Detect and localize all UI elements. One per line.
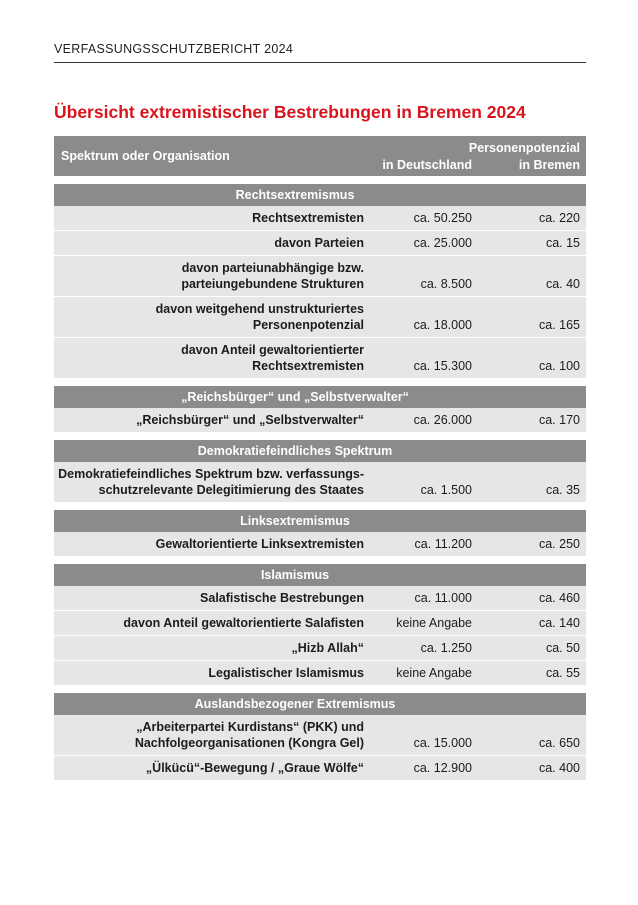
- cell-bremen: ca. 50: [545, 641, 580, 655]
- table-row: [54, 586, 586, 610]
- row-label: „Hizb Allah“: [291, 641, 364, 655]
- column-header-organisation: Spektrum oder Organisation: [61, 149, 230, 163]
- row-label: „Reichsbürger“ und „Selbstverwalter“: [136, 413, 364, 427]
- cell-bremen: ca. 170: [538, 413, 580, 427]
- cell-deutschland: keine Angabe: [396, 666, 472, 680]
- row-label: Gewaltorientierte Linksextremisten: [155, 537, 364, 551]
- table-row: [54, 206, 586, 230]
- section-heading: Islamismus: [54, 564, 586, 586]
- cell-deutschland: ca. 8.500: [420, 277, 472, 291]
- row-label: davon parteiunabhängige bzw. parteiungebundene Strukturen: [181, 261, 364, 291]
- section-heading: „Reichsbürger“ und „Selbstverwalter“: [54, 386, 586, 408]
- column-header-personenpotenzial: Personenpotenzial: [468, 141, 580, 155]
- cell-deutschland: ca. 50.250: [413, 211, 472, 225]
- row-label: davon Anteil gewaltorientierter Rechtsextremisten: [181, 343, 364, 373]
- section-heading: Auslandsbezogener Extremismus: [54, 693, 586, 715]
- cell-bremen: ca. 55: [545, 666, 580, 680]
- header-rule: [54, 62, 586, 63]
- cell-deutschland: ca. 11.200: [414, 537, 472, 551]
- cell-bremen: ca. 100: [538, 359, 580, 373]
- row-label: davon Anteil gewaltorientierte Salafisten: [123, 616, 364, 630]
- row-label: „Arbeiterpartei Kurdistans“ (PKK) und Nachfolgeorganisationen (Kongra Gel): [134, 720, 364, 750]
- cell-deutschland: ca. 15.000: [413, 736, 472, 750]
- table-row: [54, 230, 586, 255]
- table-row: [54, 296, 586, 337]
- section-spacer: [54, 502, 586, 510]
- cell-bremen: ca. 400: [538, 761, 580, 775]
- cell-deutschland: ca. 1.500: [420, 483, 472, 497]
- row-label: davon weitgehend unstrukturiertes Personenpotenzial: [155, 302, 364, 332]
- table-row: [54, 635, 586, 660]
- cell-deutschland: ca. 11.000: [414, 591, 472, 605]
- cell-bremen: ca. 165: [538, 318, 580, 332]
- table-row: [54, 755, 586, 780]
- row-label: „Ülkücü“-Bewegung / „Graue Wölfe“: [145, 761, 364, 775]
- table-row: [54, 337, 586, 378]
- cell-bremen: ca. 35: [545, 483, 580, 497]
- cell-deutschland: ca. 26.000: [413, 413, 472, 427]
- column-header-deutschland: in Deutschland: [382, 158, 472, 172]
- cell-deutschland: ca. 1.250: [420, 641, 472, 655]
- table-row: [54, 408, 586, 432]
- table-row: [54, 255, 586, 296]
- table-header: [54, 136, 586, 176]
- table-row: [54, 532, 586, 556]
- row-label: Demokratiefeindliches Spektrum bzw. verfassungs- schutzrelevante Delegitimierung des Staates: [58, 467, 364, 497]
- section-heading: Rechtsextremismus: [54, 184, 586, 206]
- cell-bremen: ca. 40: [545, 277, 580, 291]
- column-header-bremen: in Bremen: [518, 158, 580, 172]
- row-label: Salafistische Bestrebungen: [200, 591, 364, 605]
- cell-bremen: ca. 460: [538, 591, 580, 605]
- table-body: [54, 176, 586, 780]
- section-heading: Demokratiefeindliches Spektrum: [54, 440, 586, 462]
- table-row: [54, 610, 586, 635]
- row-label: Legalistischer Islamismus: [208, 666, 364, 680]
- page-title: Übersicht extremistischer Bestrebungen in Bremen 2024: [54, 102, 526, 122]
- cell-deutschland: ca. 18.000: [413, 318, 472, 332]
- table-row: [54, 462, 586, 502]
- section-spacer: [54, 378, 586, 386]
- row-label: davon Parteien: [274, 236, 364, 250]
- overview-table: [54, 136, 586, 780]
- cell-bremen: ca. 250: [538, 537, 580, 551]
- running-header: VERFASSUNGSSCHUTZBERICHT 2024: [54, 42, 294, 56]
- cell-deutschland: ca. 12.900: [413, 761, 472, 775]
- section-spacer: [54, 685, 586, 693]
- cell-bremen: ca. 650: [538, 736, 580, 750]
- section-spacer: [54, 432, 586, 440]
- cell-bremen: ca. 15: [545, 236, 580, 250]
- cell-deutschland: ca. 25.000: [413, 236, 472, 250]
- cell-bremen: ca. 140: [538, 616, 580, 630]
- section-spacer: [54, 556, 586, 564]
- table-row: [54, 715, 586, 755]
- row-label: Rechtsextremisten: [252, 211, 364, 225]
- cell-deutschland: ca. 15.300: [413, 359, 472, 373]
- cell-deutschland: keine Angabe: [396, 616, 472, 630]
- cell-bremen: ca. 220: [538, 211, 580, 225]
- table-row: [54, 660, 586, 685]
- section-heading: Linksextremismus: [54, 510, 586, 532]
- section-spacer: [54, 176, 586, 184]
